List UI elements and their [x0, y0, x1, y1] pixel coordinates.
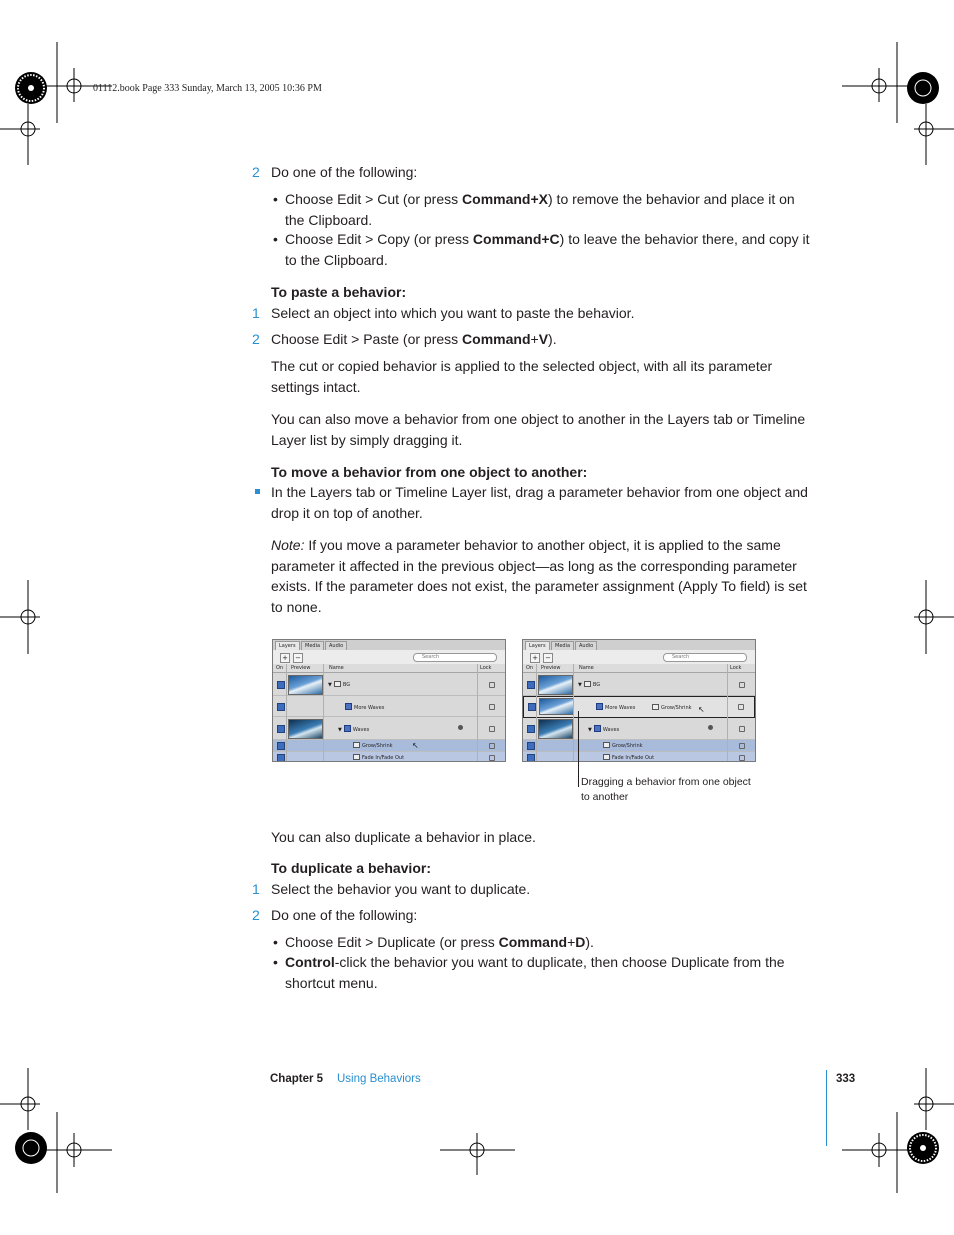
dragged-behavior-name: Grow/Shrink — [661, 705, 692, 711]
behavior-name: Fade In/Fade Out — [612, 755, 655, 761]
behavior-name: Fade In/Fade Out — [362, 755, 405, 761]
col-name: Name — [329, 665, 344, 671]
section-heading: To move a behavior from one object to another: — [271, 464, 588, 480]
step-text: Select the behavior you want to duplicate. — [271, 881, 531, 897]
tab-layers[interactable]: Layers — [275, 641, 300, 650]
note: Note: If you move a parameter behavior to another object, it is applied to the same parameter it affected in the previous object—as long as the corresponding parameter exists. If the parameter does not exist, the parameter assignment (Apply To field) is set to none. — [271, 537, 807, 615]
tab-audio[interactable]: Audio — [575, 641, 597, 650]
bullet: • — [273, 954, 278, 970]
step-text: Do one of the following: — [271, 907, 418, 923]
bullet: • — [273, 934, 278, 950]
cursor-icon: ↖ — [412, 741, 419, 750]
lock-icon[interactable] — [489, 743, 495, 749]
layer-name: Waves — [352, 727, 370, 733]
checkbox[interactable] — [277, 754, 285, 762]
bullet-text: In the Layers tab or Timeline Layer list, drag a parameter behavior from one object and drop it on top of another. — [271, 484, 808, 521]
lock-icon[interactable] — [739, 755, 745, 761]
lock-icon[interactable] — [489, 704, 495, 710]
layer-name: BG — [592, 682, 601, 688]
gear-icon[interactable] — [708, 725, 713, 730]
bullet-text: Control-click the behavior you want to duplicate, then choose Duplicate from the shortcut menu. — [285, 954, 785, 991]
behavior-row[interactable] — [523, 752, 755, 762]
step-number: 1 — [252, 881, 260, 897]
bullet: • — [273, 231, 278, 247]
paragraph: You can also duplicate a behavior in place. — [271, 829, 536, 845]
lock-icon[interactable] — [738, 704, 744, 710]
slug-line: 01112.book Page 333 Sunday, March 13, 2005 10:36 PM — [93, 83, 322, 94]
step-text: Do one of the following: — [271, 164, 418, 180]
bullet: • — [273, 191, 278, 207]
paragraph: You can also move a behavior from one object to another in the Layers tab or Timeline Layer list by simply dragging it. — [271, 411, 806, 448]
checkbox[interactable] — [527, 754, 535, 762]
checkbox[interactable] — [277, 725, 285, 733]
step-text: Choose Edit > Paste (or press Command+V). — [271, 331, 557, 347]
tab-layers[interactable]: Layers — [525, 641, 550, 650]
lock-icon[interactable] — [489, 682, 495, 688]
col-on: On — [276, 665, 284, 671]
add-icon[interactable]: + — [530, 653, 540, 663]
col-preview: Preview — [541, 665, 561, 671]
preview-thumbnail — [538, 719, 573, 739]
col-lock: Lock — [730, 665, 742, 671]
preview-thumbnail — [288, 675, 323, 695]
layer-name: More Waves — [354, 705, 385, 711]
step-number: 2 — [252, 164, 260, 180]
bullet-text: Choose Edit > Duplicate (or press Command+D). — [285, 934, 594, 950]
remove-icon[interactable]: − — [293, 653, 303, 663]
layer-row[interactable]: ▼ BG — [273, 673, 505, 696]
gear-icon[interactable] — [458, 725, 463, 730]
footer-chapter-title[interactable]: Using Behaviors — [337, 1073, 421, 1085]
lock-icon[interactable] — [489, 755, 495, 761]
layer-name: More Waves — [605, 705, 636, 711]
paragraph: The cut or copied behavior is applied to the selected object, with all its parameter settings intact. — [271, 358, 773, 395]
cursor-icon: ↖ — [698, 705, 705, 714]
callout-line — [578, 711, 579, 787]
behavior-row[interactable] — [273, 752, 505, 762]
col-name: Name — [579, 665, 594, 671]
checkbox[interactable] — [528, 703, 536, 711]
checkbox[interactable] — [527, 681, 535, 689]
layer-name: Waves — [602, 727, 620, 733]
col-preview: Preview — [291, 665, 311, 671]
behavior-row-selected[interactable] — [273, 740, 505, 752]
lock-icon[interactable] — [739, 743, 745, 749]
behavior-row-selected[interactable] — [523, 740, 755, 752]
layer-row[interactable]: ▼ Waves — [273, 717, 505, 740]
lock-icon[interactable] — [489, 726, 495, 732]
layers-panel-after — [522, 639, 756, 762]
checkbox[interactable] — [527, 742, 535, 750]
search-field[interactable]: Search — [413, 653, 497, 662]
layer-row[interactable] — [273, 696, 505, 717]
tab-audio[interactable]: Audio — [325, 641, 347, 650]
footer-chapter: Chapter 5 — [270, 1073, 324, 1085]
checkbox[interactable] — [527, 725, 535, 733]
col-lock: Lock — [480, 665, 492, 671]
search-field[interactable]: Search — [663, 653, 747, 662]
bullet-text: Choose Edit > Copy (or press Command+C) to leave the behavior there, and copy it to the Clipboard. — [285, 231, 810, 268]
footer-divider — [826, 1070, 827, 1146]
checkbox[interactable] — [277, 681, 285, 689]
step-text: Select an object into which you want to paste the behavior. — [271, 305, 635, 321]
add-icon[interactable]: + — [280, 653, 290, 663]
page-number: 333 — [836, 1073, 856, 1085]
behavior-name: Grow/Shrink — [362, 743, 393, 749]
checkbox[interactable] — [277, 742, 285, 750]
bullet-text: Choose Edit > Cut (or press Command+X) to remove the behavior and place it on the Clipboard. — [285, 191, 795, 228]
layer-row-drop-target[interactable] — [523, 696, 755, 718]
preview-thumbnail — [288, 719, 323, 739]
layer-row[interactable]: ▼ BG — [523, 673, 755, 696]
behavior-name: Grow/Shrink — [612, 743, 643, 749]
section-heading: To duplicate a behavior: — [271, 860, 431, 876]
step-number: 2 — [252, 331, 260, 347]
step-number: 1 — [252, 305, 260, 321]
figure-caption: Dragging a behavior from one object to another — [581, 776, 751, 803]
checkbox[interactable] — [277, 703, 285, 711]
square-bullet-icon — [255, 489, 260, 494]
step-number: 2 — [252, 907, 260, 923]
layer-row[interactable]: ▼ Waves — [523, 717, 755, 740]
preview-thumbnail — [538, 675, 573, 695]
layer-name: BG — [342, 682, 351, 688]
lock-icon[interactable] — [739, 726, 745, 732]
lock-icon[interactable] — [739, 682, 745, 688]
preview-thumbnail — [539, 698, 574, 715]
tab-media[interactable]: Media — [551, 641, 574, 650]
tab-media[interactable]: Media — [301, 641, 324, 650]
layers-panel-before — [272, 639, 506, 762]
col-on: On — [526, 665, 534, 671]
section-heading: To paste a behavior: — [271, 284, 407, 300]
remove-icon[interactable]: − — [543, 653, 553, 663]
